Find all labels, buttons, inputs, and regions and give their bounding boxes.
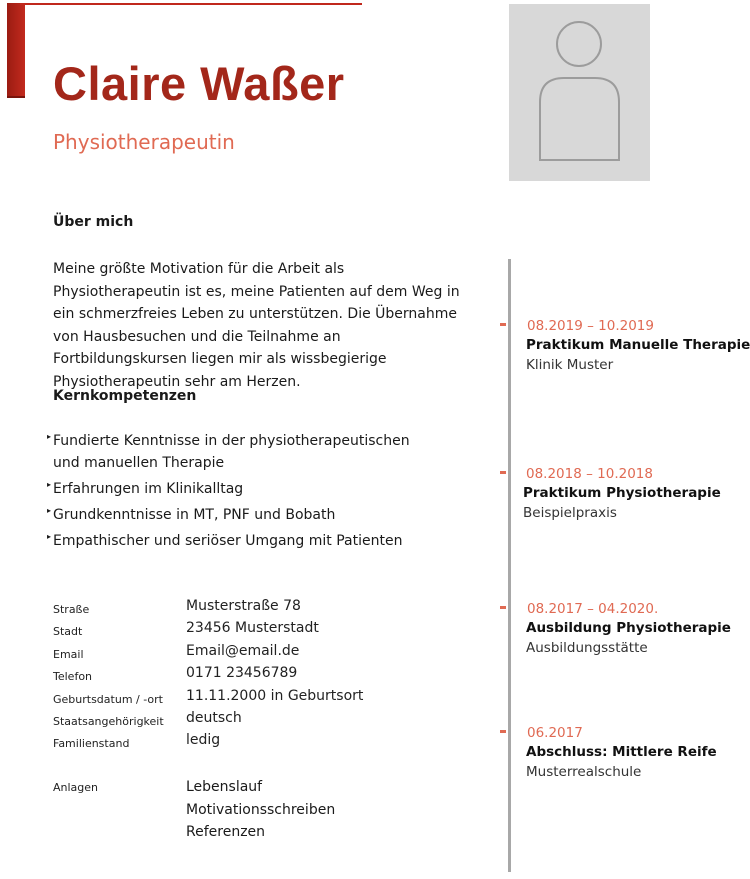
applicant-name: Claire Waßer <box>53 57 345 110</box>
timeline-date: 08.2017 – 04.2020. <box>527 601 659 617</box>
detail-value: 23456 Musterstadt <box>186 620 319 637</box>
top-rule <box>20 3 362 5</box>
list-item <box>47 530 467 552</box>
detail-row <box>53 665 473 687</box>
attachment-item: Motivationsschreiben <box>186 801 336 818</box>
detail-label: Familienstand <box>53 737 130 751</box>
corner-accent <box>7 3 25 98</box>
detail-row <box>53 732 473 754</box>
timeline-date: 08.2019 – 10.2019 <box>527 318 654 334</box>
personal-details <box>53 598 473 755</box>
timeline-place: Ausbildungsstätte <box>526 640 648 656</box>
skill-text: Empathischer und seriöser Umgang mit Patienten <box>53 533 403 549</box>
attachment-item: Referenzen <box>186 824 266 840</box>
email-value[interactable]: Email@email.de <box>186 642 300 659</box>
attachments-list <box>186 776 335 844</box>
detail-row <box>53 620 473 642</box>
skills-list <box>47 430 467 556</box>
timeline-marker <box>500 606 506 609</box>
detail-label: Staatsangehörigkeit <box>53 714 164 728</box>
phone-value: 0171 23456789 <box>186 665 298 682</box>
timeline-marker <box>500 323 506 326</box>
timeline-place: Beispielpraxis <box>523 505 617 521</box>
timeline-place: Musterrealschule <box>526 764 642 780</box>
detail-value: Musterstraße 78 <box>186 598 301 614</box>
detail-value: ledig <box>186 732 221 749</box>
timeline-title: Abschluss: Mittlere Reife <box>526 744 717 760</box>
list-item <box>47 478 467 500</box>
profile-photo <box>509 4 650 181</box>
detail-label: Straße <box>53 603 90 616</box>
timeline-marker <box>500 730 506 733</box>
detail-label: Stadt <box>53 625 83 639</box>
detail-row <box>53 598 473 620</box>
bullet-icon: ▸ <box>47 480 52 489</box>
about-heading: Über mich <box>53 214 134 230</box>
attachments-label: Anlagen <box>53 781 99 794</box>
detail-row <box>53 643 473 665</box>
bullet-icon: ▸ <box>47 432 52 441</box>
detail-label: Email <box>53 647 84 661</box>
timeline-title: Ausbildung Physiotherapie <box>526 620 731 636</box>
about-text: Meine größte Motivation für die Arbeit als Physiotherapeutin ist es, meine Patienten auf dem Weg in ein schmerzfreies Leben zu unterstützen. Die Übernahme von Hausbesuchen und die Teilnahme an Fortbildungskursen liegen mir als wissbegierige Physiotherapeutin sehr am Herzen. <box>53 261 460 390</box>
timeline-date: 06.2017 <box>527 725 583 741</box>
job-title: Physiotherapeutin <box>53 130 235 154</box>
skill-text: Fundierte Kenntnisse in der physiotherapeutischen und manuellen Therapie <box>53 433 410 471</box>
person-placeholder-icon <box>509 4 650 181</box>
bullet-icon: ▸ <box>47 532 52 541</box>
detail-label: Telefon <box>53 670 93 684</box>
skills-heading: Kernkompetenzen <box>53 388 197 404</box>
list-item <box>47 430 427 474</box>
detail-value: 11.11.2000 in Geburtsort <box>186 687 364 704</box>
bullet-icon: ▸ <box>47 506 52 515</box>
skill-text: Grundkenntnisse in MT, PNF und Bobath <box>53 507 336 523</box>
detail-row <box>53 710 473 732</box>
detail-value: deutsch <box>186 709 242 726</box>
timeline-title: Praktikum Physiotherapie <box>523 485 721 501</box>
timeline-title: Praktikum Manuelle Therapie <box>526 337 750 353</box>
timeline-marker <box>500 471 506 474</box>
timeline-place: Klinik Muster <box>526 357 614 373</box>
detail-label: Geburtsdatum / -ort <box>53 692 163 706</box>
list-item <box>47 504 467 526</box>
timeline-date: 08.2018 – 10.2018 <box>526 466 653 482</box>
detail-row <box>53 688 473 710</box>
skill-text: Erfahrungen im Klinikalltag <box>53 481 244 497</box>
timeline-line <box>508 259 511 872</box>
attachment-item: Lebenslauf <box>186 779 263 795</box>
